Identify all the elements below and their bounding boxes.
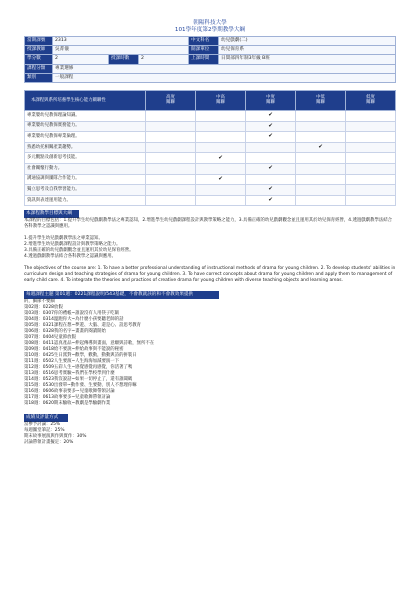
competency-label: 專業嬰幼兒教保專業倫理。 [25,132,146,143]
matrix-cell [346,195,396,206]
matrix-cell [146,132,196,143]
assessment-item: 每週團堂筆記：25% [24,428,65,434]
week-item: 第18週：0620期末驗收~教劇是學驗劇作業 [24,401,111,407]
credits-label: 學分數 [25,55,53,64]
matrix-row [25,132,396,143]
check-icon: ✔ [296,142,346,153]
objectives-list-zh: 1.提升學生幼兒戲劇教學法之專業認知。 2.增進學生幼兒戲劇課程設計與教學策略之能力。 3.具備正確的幼兒戲劇觀念並且運用其於幼兒保育經營。 4.透過戲劇教學法結合各科教學之認識與應用。 [24,236,134,260]
week-item: 第02週：0228放假 [24,305,63,311]
course-name-label: 中文科名 [189,37,219,46]
matrix-row [25,185,396,196]
dept: 幼兒保育系 [219,46,396,55]
matrix-row [25,153,396,164]
course-type-label: 課程分類 [25,64,53,73]
dept-label: 開課單位 [189,46,219,55]
matrix-cell [296,163,346,174]
competency-label: 資訊與表達運用能力。 [25,195,146,206]
matrix-level-header: 低度 關聯 [346,90,396,110]
week-item: 第09週：0418給不要說~伸給故事與不能說的秘密 [24,347,124,353]
matrix-cell [346,132,396,143]
syllabus-page [24,20,396,446]
week-item: 第05週：0321課程在想~夢遊、大腦、還是心、設思考教育 [24,323,142,329]
matrix-cell [146,185,196,196]
assessment-item: 討論帶領計畫擬定：20% [24,440,74,446]
matrix-cell [346,153,396,164]
matrix-cell [196,132,246,143]
instructor-label: 授課教師 [25,46,53,55]
matrix-cell [196,142,246,153]
matrix-cell [296,195,346,206]
week-item: 第11週：0502人生要演~人生海海加減要演一下 [24,359,120,365]
matrix-cell [146,142,196,153]
class-time: 日間部四年制3年級 B班 [219,55,396,64]
matrix-cell [246,142,296,153]
week-item: 第08週：0411認真產品~伸起傳導與畫面，意願與詩歌，無所不在 [24,341,155,347]
check-icon: ✔ [196,153,246,164]
matrix-cell [346,142,396,153]
objectives-summary-zh: 本課程的目標包括：1.提升學生幼兒戲劇教學法之專業認知，2.增進學生幼兒戲劇課程設計與教學策略之能力，3.具備正確的幼兒戲劇觀念並且運用其於幼兒保育經營，4.透過戲劇教學法結合各科教學之認識與應用。 [24,218,393,230]
week-item: 第04週：0314溫跑你大~為什麼小孩要聽老師的話 [24,317,124,323]
competency-matrix [24,90,396,206]
course-name: 幼兒戲劇(二) [219,37,396,46]
hours-label: 授課時數 [109,55,139,64]
check-icon: ✔ [196,174,246,185]
objectives-heading: 本課程教學目標與大綱 [24,210,79,218]
matrix-level-header: 高度 關聯 [146,90,196,110]
matrix-row [25,163,396,174]
matrix-cell [296,174,346,185]
matrix-cell [296,110,346,121]
check-icon: ✔ [246,132,296,143]
matrix-cell [296,132,346,143]
matrix-cell [196,110,246,121]
week-item: 第10週：0425生日派對~歡學，歡動，動動與詩的拼裝日 [24,353,137,359]
matrix-level-header: 中度 關聯 [246,90,296,110]
matrix-row [25,174,396,185]
matrix-header: 本課程與系所培養學生核心能力關聯性 [25,90,146,110]
matrix-cell [146,121,196,132]
check-icon: ✔ [246,195,296,206]
course-type: 專業選修 [53,64,396,73]
course-info-table [24,36,396,83]
competency-label: 熟悉幼托相關產業趨勢。 [25,142,146,153]
competency-label: 專業嬰幼兒教保實務能力。 [25,121,146,132]
matrix-cell [296,153,346,164]
week-item: 第06週：0328我的名字~畫畫的閱讀開始 [24,329,106,335]
competency-label: 溝通協調與團隊合作能力。 [25,174,146,185]
matrix-cell [196,195,246,206]
page-title [24,20,396,34]
matrix-cell [296,185,346,196]
matrix-cell [146,153,196,164]
matrix-level-header: 中低 關聯 [296,90,346,110]
check-icon: ✔ [246,110,296,121]
check-icon: ✔ [246,163,296,174]
check-icon: ✔ [246,121,296,132]
matrix-cell [346,121,396,132]
assessment-heading: 成績及評量方式 [24,414,68,422]
matrix-cell [296,121,346,132]
week-item: 第07週：0404兒童節放假 [24,335,76,341]
matrix-cell [146,110,196,121]
weekly-topics-heading: 每週課程主題 第01週：0221課程說明/543基礎，不會教就該的和不會教效果提供 [24,291,219,299]
matrix-cell [196,121,246,132]
matrix-cell [196,185,246,196]
university-name: 朝陽科技大學 [193,20,227,26]
assessment-item: 當參予討論：25% [24,422,61,428]
time-label: 上課時間 [189,55,219,64]
matrix-row [25,142,396,153]
weekly-topics-list [24,299,396,407]
matrix-cell [146,174,196,185]
week-item: 第14週：0523我沒說話~如果一切停止了，還有誰聞碼 [24,377,133,383]
objectives-en: The objectives of the course are: 1. To have a better professional understanding of instructional methods of drama for young children. 2. To develop students' abilities in curriculum design and teaching strategies of drama for young children. 3. To have correct concepts about drama for young children and apply them to management of early child care. 4. To integrate the theories and practices of creative drama for young children with diverse teaching objects and learning areas. [24,266,397,284]
matrix-row [25,121,396,132]
matrix-cell [196,163,246,174]
credits: 2 [53,55,109,64]
week-item: 第16週：0606故事表要多~兒童歌舞帶領討論 [24,389,115,395]
syllabus-term-title: 101學年度第2學期教學大綱 [174,27,246,33]
check-icon: ✔ [246,185,296,196]
week-item: 第12週：0509五彩人生~感覺感覺再感覺，你活著了嗎 [24,365,133,371]
category: 一般課程 [53,73,396,82]
assessment-list [24,422,396,446]
course-code: 2313 [53,37,189,46]
week-item: 第03週：0307你的禮帳~誰說沒有人用筷子吃飯 [24,311,120,317]
matrix-cell [246,174,296,185]
matrix-cell [146,163,196,174]
week-item: 第13週：0516思考實驗~我們在學校學到什麼 [24,371,115,377]
matrix-cell [246,153,296,164]
assessment-item: 期末故事展演與作與實作：30% [24,434,87,440]
matrix-cell [346,110,396,121]
matrix-row [25,195,396,206]
competency-label: 獨立思考及自我學習能力。 [25,185,146,196]
hours: 2 [139,55,189,64]
week-item: 第15週：0530出發單~動作發、生要動，別人不想理你嘛 [24,383,137,389]
matrix-cell [146,195,196,206]
course-code-label: 當期課號 [25,37,53,46]
competency-label: 專業嬰幼兒教保理論知識。 [25,110,146,121]
week-item: 第17週：0613故事要多~兒童歌舞帶領討論 [24,395,111,401]
competency-label: 社會關懷行動力。 [25,163,146,174]
category-label: 類別 [25,73,53,82]
week-item: 的，細節不要細 [24,299,55,305]
matrix-row [25,110,396,121]
matrix-cell [346,174,396,185]
competency-label: 多元觀點及創新思考技能。 [25,153,146,164]
matrix-cell [346,163,396,174]
matrix-level-header: 中高 關聯 [196,90,246,110]
matrix-cell [346,185,396,196]
instructor: 吳菁儀 [53,46,189,55]
